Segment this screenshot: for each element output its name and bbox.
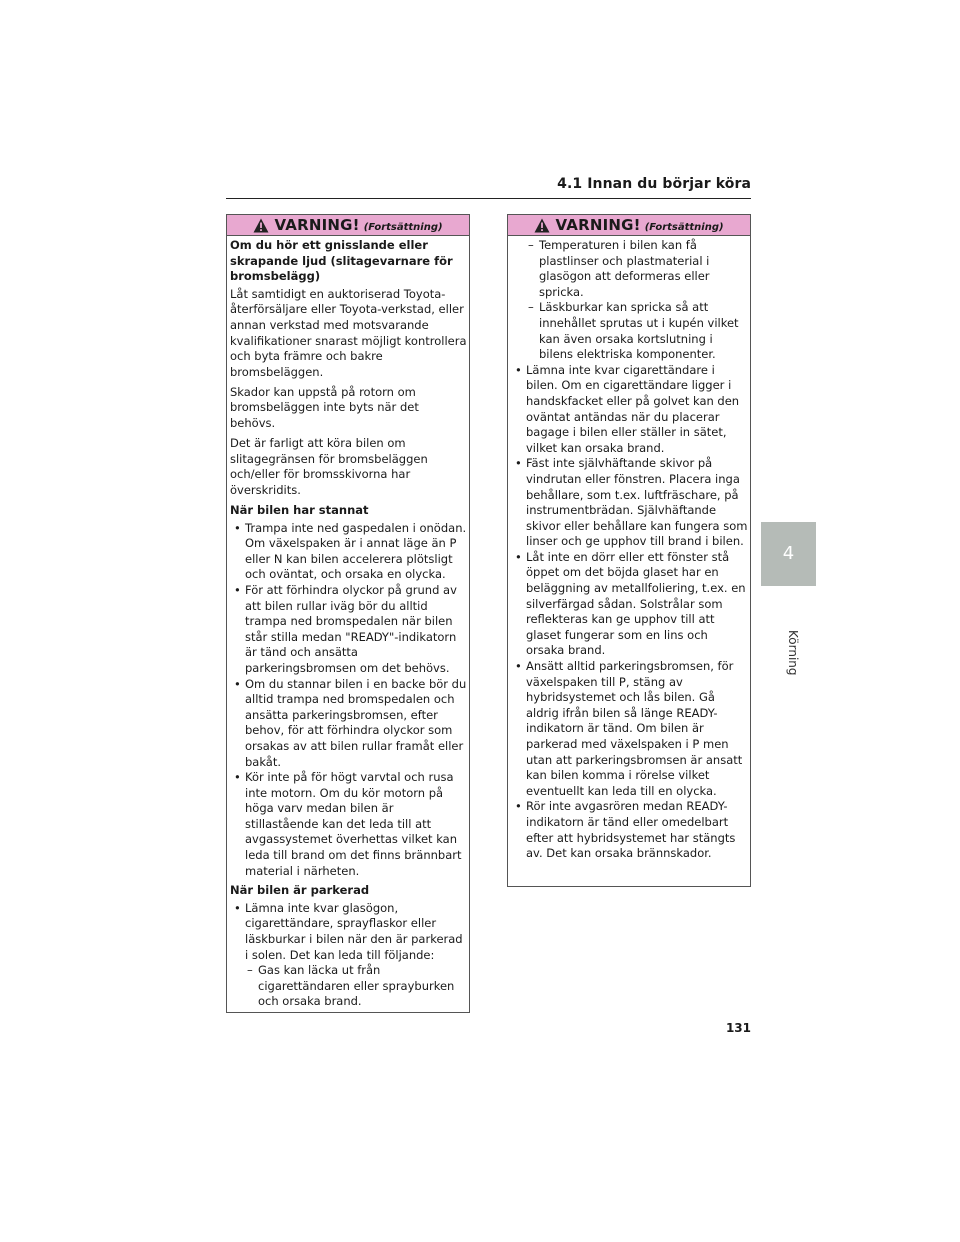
list-item: • Rör inte avgasrören medan READY-indikatorn är tänd eller omedelbart efter att hybridsystemet har stängts av. Det kan orsaka brännskador.	[511, 799, 748, 861]
warning-title: VARNING!	[555, 216, 641, 234]
list-item: • För att förhindra olyckor på grund av att bilen rullar iväg bör du alltid trampa ned bromspedalen när bilen står stilla medan "READY"-indikatorn är tänd och ansätta parkeringsbromsen om det behövs.	[230, 583, 467, 677]
paragraph: Låt samtidigt en auktoriserad Toyota-återförsäljare eller Toyota-verkstad, eller annan verkstad med motsvarande kvalifikationer snarast möjligt kontrollera och byta främre och bakre bromsbeläggen.	[230, 286, 467, 379]
heading-stopped: När bilen har stannat	[230, 503, 369, 517]
warning-header	[227, 215, 469, 236]
list-item: • Trampa inte ned gaspedalen i onödan. Om växelspaken är i annat läge än P eller N kan bilen accelerera plötsligt och oväntat, och orsaka en olycka.	[230, 521, 467, 583]
warning-triangle-icon	[253, 218, 269, 233]
warning-title: VARNING!	[274, 216, 360, 234]
bullet-list	[230, 901, 467, 1010]
warning-triangle-icon	[534, 218, 550, 233]
sub-list-item: – Läskburkar kan spricka så att innehållet sprutas ut i kupén vilket kan även orsaka kortslutning i bilens elektriska komponenter.	[511, 300, 748, 362]
warning-body	[508, 236, 750, 862]
page-number: 131	[725, 1021, 751, 1035]
warning-subtitle: (Fortsättning)	[363, 222, 443, 233]
list-item: • Lämna inte kvar cigarettändare i bilen. Om en cigarettändare ligger i handskfacket eller på golvet kan den oväntat antändas när du placerar bagage i bilen eller ställer in sätet, vilket kan orsaka brand.	[511, 363, 748, 457]
warning-box-right	[507, 214, 751, 887]
warning-header	[508, 215, 750, 236]
bullet-list	[230, 521, 467, 880]
paragraph: Det är farligt att köra bilen om slitagegränsen för bromsbeläggen och/eller för bromsskivorna har överskridits.	[230, 436, 428, 497]
list-item: • Ansätt alltid parkeringsbromsen, för växelspaken till P, stäng av hybridsystemet och lås bilen. Gå aldrig ifrån bilen så länge READY-indikatorn är tänd. Om bilen är parkerad med växelspaken i P men utan att parkeringsbromsen är ansatt kan bilen komma i rörelse vilket eventuellt kan leda till en olycka.	[511, 659, 748, 799]
list-item: • Låt inte en dörr eller ett fönster stå öppet om det böjda glaset har en beläggning av metallfoliering, t.ex. en silverfärgad sådan. Solstrålar som reflekteras kan ge upphov till att glaset fungerar som en lins och orsaka brand.	[511, 550, 748, 659]
sub-list-item: – Temperaturen i bilen kan få plastlinser och plastmaterial i glasögon att deformeras eller spricka.	[511, 238, 748, 300]
list-item: • Om du stannar bilen i en backe bör du alltid trampa ned bromspedalen och ansätta parkeringsbromsen, efter behov, för att förhindra olyckor som orsakas av att bilen rullar framåt eller bakåt.	[230, 677, 467, 771]
chapter-tab	[761, 522, 816, 586]
list-item: • Fäst inte självhäftande skivor på vindrutan eller fönstren. Placera inga behållare, som t.ex. luftfräschare, på instrumentbrädan. Självhäftande skivor eller behållare kan fungera som linser och ge upphov till brand i bilen.	[511, 456, 748, 550]
chapter-label: Körning	[786, 630, 800, 676]
chapter-number: 4	[782, 543, 795, 564]
warning-body	[227, 236, 469, 1010]
list-item: • Kör inte på för högt varvtal och rusa inte motorn. Om du kör motorn på höga varv medan bilen är stillastående kan det leda till att avgassystemet överhettas vilket kan leda till brand om det finns brännbart material i närheten.	[230, 770, 467, 879]
heading-parked: När bilen är parkerad	[230, 883, 370, 898]
paragraph: Skador kan uppstå på rotorn om bromsbeläggen inte byts när det behövs.	[230, 384, 419, 431]
section-title: 4.1 Innan du börjar köra	[557, 176, 751, 192]
page-header	[226, 176, 751, 199]
warning-box-left	[226, 214, 470, 1013]
list-item: • Lämna inte kvar glasögon, cigarettändare, sprayflaskor eller läskburkar i bilen när den är parkerad i solen. Det kan leda till följande:	[230, 901, 467, 963]
heading-brake-noise: Om du hör ett gnisslande eller skrapande ljud (slitagevarnare för bromsbelägg)	[230, 238, 453, 284]
bullet-list	[511, 238, 748, 862]
sub-list-item: – Gas kan läcka ut från cigarettändaren eller sprayburken och orsaka brand.	[230, 963, 467, 1010]
warning-subtitle: (Fortsättning)	[644, 222, 724, 233]
